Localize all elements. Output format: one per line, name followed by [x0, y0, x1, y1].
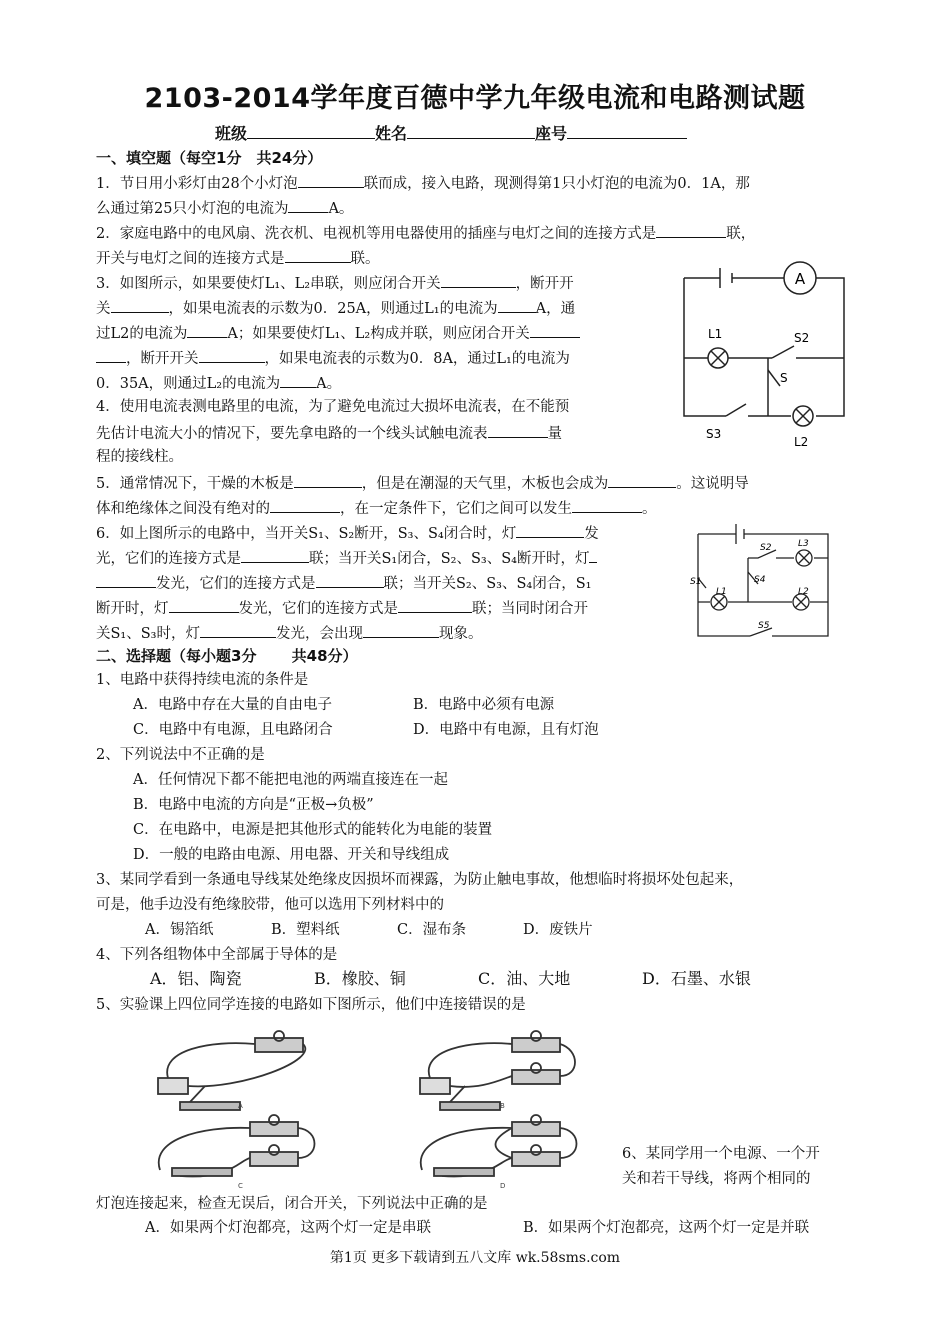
blank — [516, 522, 584, 538]
blank — [288, 197, 328, 213]
s2q6-stem-line3: 灯泡连接起来，检查无误后，闭合开关，下列说法中正确的是 — [96, 1196, 488, 1212]
fig1-l2-label: L2 — [794, 435, 809, 449]
blank — [572, 497, 642, 513]
q3-line2: 关 ，如果电流表的示数为0．25A，则通过L₁的电流为 A，通 — [96, 297, 575, 319]
circuit-figure-1 — [676, 258, 852, 454]
page-title: 2103-2014学年度百德中学九年级电流和电路测试题 — [144, 83, 806, 114]
blank — [241, 547, 309, 563]
s2q3-options: A．锡箔纸 B．塑料纸 C．湿布条 D．废铁片 — [145, 922, 593, 938]
q4-line1: 4．使用电流表测电路里的电流，为了避免电流过大损坏电流表，在不能预 — [96, 399, 570, 415]
q6-line5: 关S₁、S₃时，灯 发光，会出现 现象。 — [96, 622, 483, 644]
name-blank[interactable] — [407, 123, 535, 139]
s2q4-options: A．铝、陶瓷 B．橡胶、铜 C．油、大地 D．石墨、水银 — [150, 969, 751, 988]
blank — [280, 372, 316, 388]
s2q2-option-d: D．一般的电路由电源、用电器、开关和导线组成 — [133, 847, 450, 863]
blank — [285, 247, 351, 263]
s2q5-stem: 5、实验课上四位同学连接的电路如下图所示，他们中连接错误的是 — [96, 997, 526, 1013]
s2q6-stem-line1: 6、某同学用一个电源、一个开 — [622, 1146, 820, 1162]
s2q3-stem-line1: 3、某同学看到一条通电导线某处绝缘皮因损坏而裸露，为防止触电事故，他想临时将损坏处包起来， — [96, 872, 744, 888]
q2-line2: 开关与电灯之间的连接方式是 联。 — [96, 247, 380, 269]
blank — [294, 472, 362, 488]
s2q4-stem: 4、下列各组物体中全部属于导体的是 — [96, 947, 338, 963]
fig1-s-label: S — [780, 371, 788, 385]
q6-line3: 发光，它们的连接方式是 联；当开关S₂、S₃、S₄闭合，S₁ — [96, 572, 591, 594]
name-label: 姓名 — [375, 124, 408, 143]
s2q1-options-row1: A．电路中存在大量的自由电子 B．电路中必须有电源 — [133, 697, 555, 713]
circuit-label-d: D — [500, 1182, 506, 1190]
fig2-l3-label: L3 — [798, 539, 809, 549]
q6-line1: 6．如上图所示的电路中，当开关S₁、S₂断开，S₃、S₄闭合时，灯 发 — [96, 522, 599, 544]
q3-line4: ，断开开关 ，如果电流表的示数为0．8A，通过L₁的电流为 — [96, 347, 570, 369]
blank — [398, 597, 472, 613]
blank — [589, 547, 597, 563]
blank — [111, 297, 169, 313]
blank — [96, 347, 126, 363]
class-label: 班级 — [215, 124, 248, 143]
fig1-s3-label: S3 — [706, 427, 722, 441]
q5-line1: 5．通常情况下，干燥的木板是 ，但是在潮湿的天气里，木板也会成为 。这说明导 — [96, 472, 749, 494]
blank — [608, 472, 676, 488]
seat-blank[interactable] — [567, 123, 687, 139]
fig1-l1-label: L1 — [708, 327, 723, 341]
blank — [187, 322, 227, 338]
blank — [298, 172, 364, 188]
circuit-label-c: C — [238, 1182, 243, 1190]
blank — [441, 272, 516, 288]
circuit-label-b: B — [500, 1102, 505, 1110]
blank — [200, 622, 276, 638]
blank — [199, 347, 265, 363]
blank — [656, 222, 726, 238]
fig2-l1-label: L1 — [716, 587, 727, 597]
blank — [363, 622, 439, 638]
blank — [498, 297, 536, 313]
q4-line3: 程的接线柱。 — [96, 449, 183, 465]
class-blank[interactable] — [247, 123, 375, 139]
blank — [270, 497, 340, 513]
fig2-s4-label: S4 — [754, 575, 766, 585]
s2q2-option-c: C．在电路中，电源是把其他形式的能转化为电能的装置 — [133, 822, 493, 838]
fig2-s2-label: S2 — [760, 543, 772, 553]
q3-line5: 0．35A，则通过L₂的电流为 A。 — [96, 372, 341, 394]
page-footer: 第1页 更多下载请到五八文库 wk.58sms.com — [329, 1250, 621, 1266]
s2q1-options-row2: C．电路中有电源，且电路闭合 D．电路中有电源，且有灯泡 — [133, 722, 599, 738]
fig1-s2-label: S2 — [794, 331, 810, 345]
section2-heading: 二、选择题（每小题3分 共48分） — [96, 647, 358, 665]
blank — [96, 572, 156, 588]
q5-line2: 体和绝缘体之间没有绝对的 ，在一定条件下，它们之间可以发生 。 — [96, 497, 657, 519]
blank — [169, 597, 239, 613]
q2-line1: 2．家庭电路中的电风扇、洗衣机、电视机等用电器使用的插座与电灯之间的连接方式是 联， — [96, 222, 755, 244]
blank — [316, 572, 384, 588]
q1-line2: 么通过第25只小灯泡的电流为 A。 — [96, 197, 353, 219]
s2q6-options: A．如果两个灯泡都亮，这两个灯一定是串联 B．如果两个灯泡都亮，这两个灯一定是并联 — [145, 1220, 810, 1236]
q6-line4: 断开时，灯 发光，它们的连接方式是 联；当同时闭合开 — [96, 597, 588, 619]
s2q6-stem-line2: 关和若干导线，将两个相同的 — [622, 1171, 811, 1187]
s2q2-option-a: A．任何情况下都不能把电池的两端直接连在一起 — [133, 772, 448, 788]
q6-line2: 光，它们的连接方式是 联；当开关S₁闭合，S₂、S₃、S₄断开时，灯 — [96, 547, 597, 569]
circuit-label-a: A — [238, 1102, 243, 1110]
ammeter-label: A — [794, 270, 806, 288]
s2q2-option-b: B．电路中电流的方向是“正极→负极” — [133, 797, 374, 813]
blank — [488, 422, 548, 438]
fig2-s1-label: S1 — [690, 577, 702, 587]
q3-line3: 过L2的电流为 A；如果要使灯L₁、L₂构成并联，则应闭合开关 — [96, 322, 580, 344]
circuit-figure-2 — [688, 518, 850, 642]
section1-heading: 一、填空题（每空1分 共24分） — [96, 149, 323, 167]
fig2-s5-label: S5 — [758, 621, 770, 631]
blank — [530, 322, 580, 338]
circuits-photo-figure — [150, 1030, 620, 1190]
q1-line1: 1．节日用小彩灯由28个小灯泡 联而成，接入电路，现测得第1只小灯泡的电流为0．1A，那 — [96, 172, 750, 194]
s2q1-stem: 1、电路中获得持续电流的条件是 — [96, 672, 309, 688]
q3-line1: 3．如图所示，如果要使灯L₁、L₂串联，则应闭合开关 ，断开开 — [96, 272, 574, 294]
s2q3-stem-line2: 可是，他手边没有绝缘胶带，他可以选用下列材料中的 — [96, 897, 444, 913]
seat-label: 座号 — [535, 124, 568, 143]
q4-line2: 先估计电流大小的情况下，要先拿电路的一个线头试触电流表 量 — [96, 422, 562, 444]
fig2-l2-label: L2 — [798, 587, 809, 597]
s2q2-stem: 2、下列说法中不正确的是 — [96, 747, 265, 763]
student-info-fields — [215, 121, 687, 144]
